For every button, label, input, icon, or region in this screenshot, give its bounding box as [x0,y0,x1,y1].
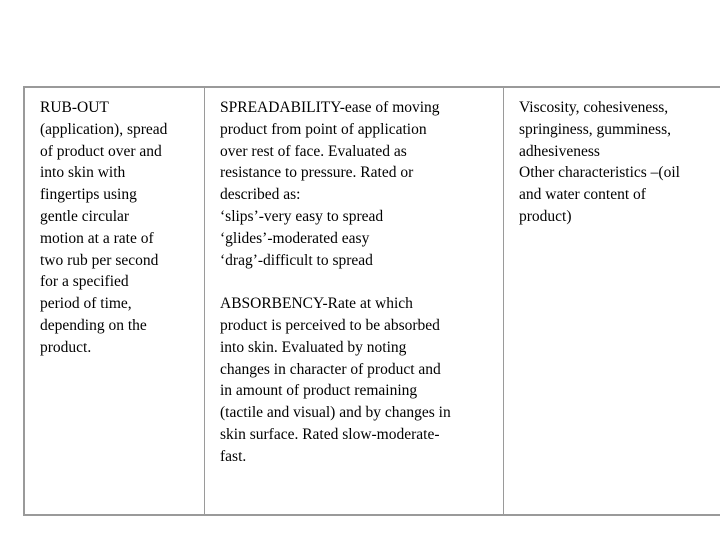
rub-out-line-9: for a specified [40,273,129,291]
spreadability-line-2: product from point of application [220,120,427,138]
spreadability-line-6: ‘slips’-very easy to spread [220,207,384,225]
other-line-3: adhesiveness [519,142,600,160]
rub-out-line-2: (application), spread [40,120,168,138]
rub-out-line-12: product. [40,338,92,356]
other-line-5: and water content of [519,186,646,204]
absorbency-block [220,293,497,467]
absorbency-line-5: in amount of product remaining [220,382,418,400]
rub-out-line-7: motion at a rate of [40,229,154,247]
spreadability-block [220,97,497,271]
characteristics-table [23,86,720,516]
rub-out-line-1: RUB-OUT [40,99,109,116]
spreadability-line-1: SPREADABILITY-ease of moving [220,99,440,116]
spreadability-absorbency-cell [205,88,504,514]
absorbency-line-7: skin surface. Rated slow-moderate- [220,425,440,443]
spreadability-line-4: resistance to pressure. Rated or [220,164,414,182]
spreadability-line-7: ‘glides’-moderated easy [220,229,370,247]
spreadability-line-8: ‘drag’-difficult to spread [220,251,373,269]
rub-out-cell [25,88,205,514]
absorbency-line-2: product is perceived to be absorbed [220,316,440,334]
absorbency-line-1: ABSORBENCY-Rate at which [220,295,413,313]
other-line-2: springiness, gumminess, [519,120,671,138]
spreadability-line-3: over rest of face. Evaluated as [220,142,407,160]
other-line-6: product) [519,207,572,225]
absorbency-line-8: fast. [220,447,247,465]
rub-out-line-5: fingertips using [40,186,137,204]
absorbency-line-3: into skin. Evaluated by noting [220,338,407,356]
paragraph-gap [220,271,497,293]
absorbency-line-4: changes in character of product and [220,360,441,378]
rub-out-line-3: of product over and [40,142,162,160]
other-line-1: Viscosity, cohesiveness, [519,99,669,116]
rub-out-line-8: two rub per second [40,251,159,269]
rub-out-line-11: depending on the [40,316,147,334]
absorbency-line-6: (tactile and visual) and by changes in [220,404,451,422]
spreadability-line-5: described as: [220,186,301,204]
rub-out-line-6: gentle circular [40,207,130,225]
rub-out-line-4: into skin with [40,164,126,182]
rub-out-line-10: period of time, [40,295,132,313]
other-characteristics-cell [504,88,720,514]
other-line-4: Other characteristics –(oil [519,164,680,182]
